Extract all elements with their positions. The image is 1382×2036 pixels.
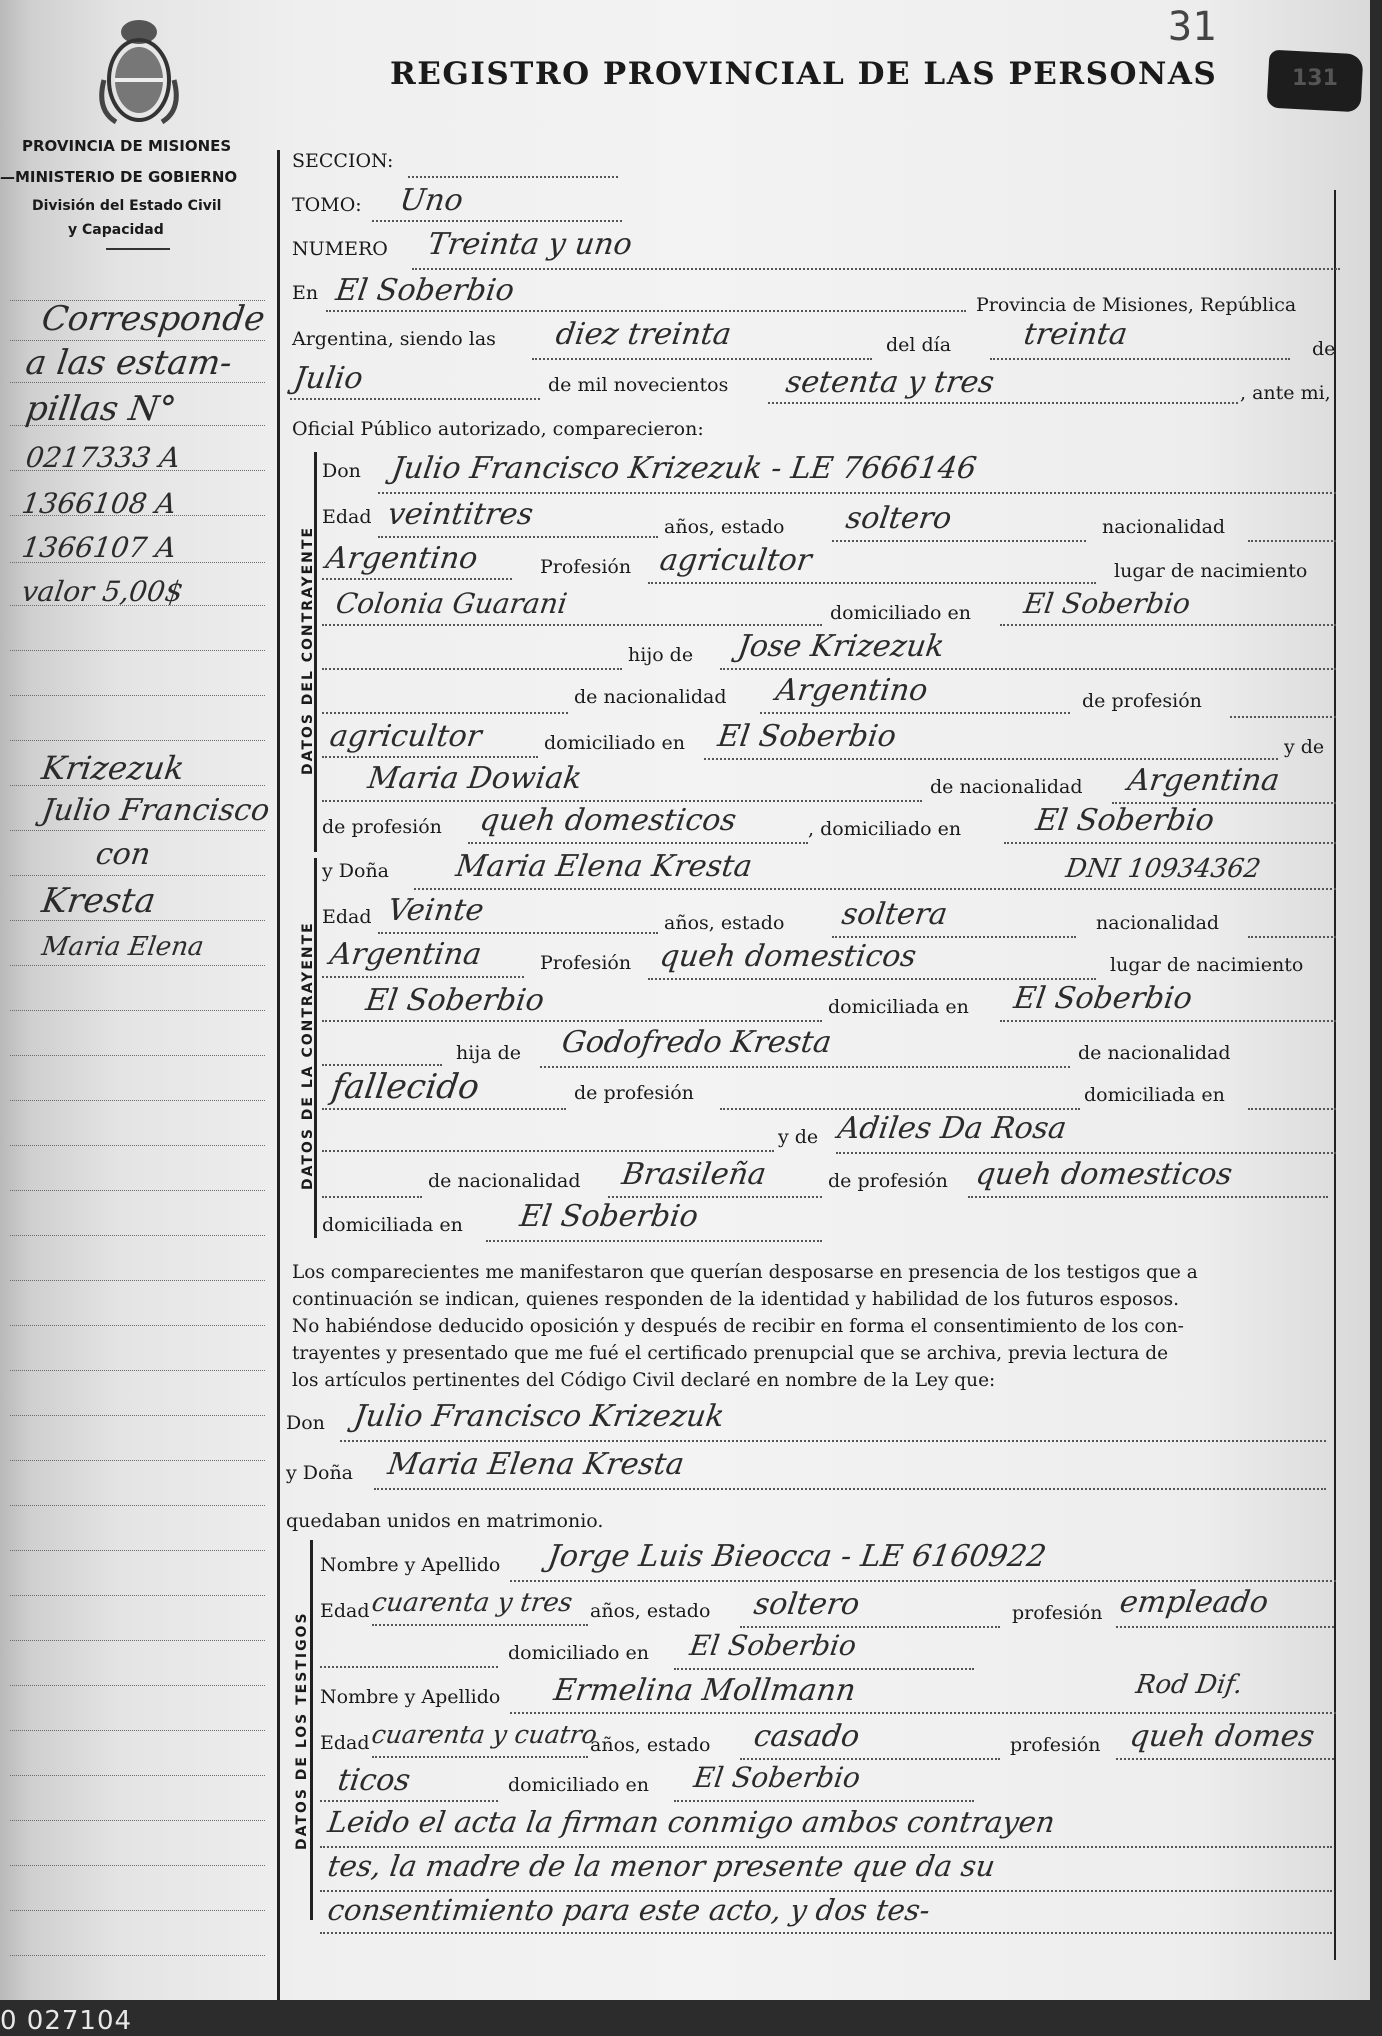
hijo-label: hijo de [628, 644, 694, 666]
padre-domicilio: El Soberbio [715, 719, 899, 754]
hora-value: diez treinta [553, 317, 734, 352]
contrayente2-section-label: DATOS DE LA CONTRAYENTE [300, 921, 316, 1190]
margin-note-6: 1366107 A [19, 531, 179, 564]
dona-label: y Doña [322, 860, 390, 882]
del-dia-label: del día [886, 334, 952, 356]
t2-edad: cuarenta y cuatro [369, 1720, 599, 1749]
decl-dona-value: Maria Elena Kresta [385, 1447, 687, 1482]
nacionalidad-label: nacionalidad [1102, 516, 1226, 538]
padre-prof-label: de profesión [1082, 690, 1202, 712]
lugar-label: lugar de nacimiento [1114, 560, 1308, 582]
madre2-domicilio: El Soberbio [517, 1199, 701, 1234]
madre2-profesion: queh domesticos [973, 1157, 1235, 1192]
seccion-label: SECCION: [292, 150, 394, 172]
testigos-bracket [310, 1540, 313, 1920]
padre2-nac-label: de nacionalidad [1078, 1042, 1231, 1064]
padre2-prof-label: de profesión [574, 1082, 694, 1104]
mes-value: Julio [291, 361, 366, 396]
province-name: PROVINCIA DE MISIONES [22, 137, 232, 155]
t2-nombre-label: Nombre y Apellido [320, 1686, 501, 1708]
t1-edad-label: Edad [320, 1600, 370, 1622]
madre-nacionalidad: Argentina [1125, 763, 1282, 798]
tomo-value: Uno [397, 183, 466, 218]
dia-value: treinta [1021, 317, 1130, 352]
numero-label: NUMERO [292, 238, 388, 260]
margin-note-1: Corresponde [39, 299, 268, 339]
margin-note-4: 0217333 A [23, 441, 183, 474]
testigos-section-label: DATOS DE LOS TESTIGOS [294, 1611, 310, 1850]
t1-edad: cuarenta y tres [369, 1588, 575, 1618]
margin-name-2: Julio Francisco [39, 793, 272, 828]
contrayente-profesion: agricultor [657, 543, 814, 578]
numero-value: Treinta y uno [425, 227, 635, 262]
t2-profesion: queh domes [1127, 1719, 1317, 1754]
en-label: En [292, 282, 319, 304]
provincia-text: Provincia de Misiones, República [976, 294, 1297, 316]
margin-name-4: Kresta [39, 881, 158, 921]
t1-profesion: empleado [1117, 1585, 1271, 1620]
t2-estado: casado [751, 1719, 862, 1754]
margin-name-1: Krizezuk [39, 749, 187, 787]
decl-don-label: Don [286, 1412, 325, 1434]
contrayente-nombre: Julio Francisco Krizezuk - LE 7666146 [389, 451, 979, 486]
madre2-nombre: Adiles Da Rosa [835, 1111, 1069, 1146]
margin-divider [277, 150, 280, 2000]
madre-nombre: Maria Dowiak [365, 761, 584, 796]
contrayente2-edad: Veinte [385, 893, 486, 928]
contrayente-edad: veintitres [385, 497, 536, 532]
padre-nombre: Jose Krizezuk [735, 629, 947, 664]
contrayente2-dni: DNI 10934362 [1063, 854, 1263, 884]
declaration-line-3: No habiéndose deducido oposición y después de recibir en forma el consentimiento de los con- [292, 1316, 1184, 1337]
decl-dona-label: y Doña [286, 1462, 354, 1484]
document-title: REGISTRO PROVINCIAL DE LAS PERSONAS [390, 56, 1218, 92]
edad-label: Edad [322, 506, 372, 528]
t1-estado: soltero [751, 1587, 862, 1622]
unidos-text: quedaban unidos en matrimonio. [286, 1510, 604, 1532]
contrayente-domicilio: El Soberbio [1021, 587, 1193, 620]
page-number: 31 [1168, 4, 1217, 50]
t2-nombre: Ermelina Mollmann [551, 1673, 858, 1708]
decl-don-value: Julio Francisco Krizezuk [351, 1399, 727, 1434]
t2-edad-label: Edad [320, 1732, 370, 1754]
t1-profesion-label: profesión [1012, 1602, 1103, 1624]
t2-profesion-cont: ticos [335, 1763, 413, 1798]
en-value: El Soberbio [333, 273, 517, 308]
contrayente2-domicilio: El Soberbio [1011, 981, 1195, 1016]
margin-note-7: valor 5,00$ [19, 575, 186, 608]
madre2-nac-label: de nacionalidad [428, 1170, 581, 1192]
declaration-line-2: continuación se indican, quienes responden de la identidad y habilidad de los futuros esposos. [292, 1289, 1179, 1310]
don-label: Don [322, 460, 361, 482]
declaration-line-4: trayentes y presentado que me fué el certificado prenupcial que se archiva, previa lectura de [292, 1343, 1169, 1364]
margin-name-5: Maria Elena [39, 932, 206, 962]
oficial-text: Oficial Público autorizado, comparecieron: [292, 418, 704, 440]
division-line-1: División del Estado Civil [32, 198, 222, 214]
t2-domicilio: El Soberbio [691, 1761, 863, 1794]
coat-of-arms-icon [96, 10, 182, 130]
contrayente2-nacionalidad: Argentina [327, 937, 484, 972]
padre-nacionalidad: Argentino [773, 673, 930, 708]
anios2-label: años, estado [664, 912, 785, 934]
domiciliado-label: domiciliado en [830, 602, 972, 624]
right-border [1334, 190, 1336, 1960]
division-line-2: y Capacidad [68, 222, 164, 238]
nacionalidad2-label: nacionalidad [1096, 912, 1220, 934]
padre-profesion: agricultor [327, 719, 484, 754]
archive-number: 0 027104 [0, 2006, 133, 2036]
padre2-dom-label: domiciliada en [1084, 1084, 1225, 1106]
t2-anios-label: años, estado [590, 1734, 711, 1756]
declaration-line-5: los artículos pertinentes del Código Civil declaré en nombre de la Ley que: [292, 1370, 996, 1391]
contrayente2-estado: soltera [839, 897, 950, 932]
profesion2-label: Profesión [540, 952, 632, 974]
anio-value: setenta y tres [783, 365, 997, 400]
edad2-label: Edad [322, 906, 372, 928]
ministry-name: —MINISTERIO DE GOBIERNO [0, 168, 238, 186]
margin-note-5: 1366108 A [19, 487, 179, 520]
de-label: de [1312, 338, 1336, 360]
madre2-dom-label: domiciliada en [322, 1214, 463, 1236]
t2-extra: Rod Dif. [1133, 1670, 1245, 1700]
t1-domicilio: El Soberbio [687, 1629, 859, 1662]
scan-edge [0, 2000, 1382, 2036]
domiciliada-label: domiciliada en [828, 996, 969, 1018]
padre2-nombre: Godofredo Kresta [559, 1025, 834, 1060]
header-divider [106, 248, 170, 250]
contrayente-section-label: DATOS DEL CONTRAYENTE [300, 525, 316, 775]
hija-label: hija de [456, 1042, 521, 1064]
madre-domicilio: El Soberbio [1033, 803, 1217, 838]
contrayente-estado: soltero [843, 501, 954, 536]
tomo-label: TOMO: [292, 194, 362, 216]
margin-name-3: con [93, 837, 153, 872]
contrayente2-nombre: Maria Elena Kresta [453, 849, 755, 884]
t2-dom-label: domiciliado en [508, 1774, 650, 1796]
madre-nac-label: de nacionalidad [930, 776, 1083, 798]
padre-dom-label: domiciliado en [544, 732, 686, 754]
madre2-nacionalidad: Brasileña [619, 1157, 769, 1192]
madre-prof-label: de profesión [322, 816, 442, 838]
argentina-text: Argentina, siendo las [292, 328, 496, 350]
closing-note-2: tes, la madre de la menor presente que da su [325, 1849, 998, 1883]
madre2-yde-label: y de [778, 1126, 819, 1148]
mil-label: de mil novecientos [548, 374, 729, 396]
contrayente2-lugar: El Soberbio [363, 983, 547, 1018]
closing-note-1: Leido el acta la firman conmigo ambos contrayen [325, 1805, 1058, 1839]
stamp-number: 131 [1292, 66, 1338, 91]
anios-label: años, estado [664, 516, 785, 538]
t1-nombre: Jorge Luis Bieocca - LE 6160922 [545, 1539, 1049, 1574]
padre2-estado: fallecido [329, 1067, 482, 1107]
t1-nombre-label: Nombre y Apellido [320, 1554, 501, 1576]
y-de-label: y de [1284, 736, 1325, 758]
t1-dom-label: domiciliado en [508, 1642, 650, 1664]
margin-note-2: a las estam- [23, 343, 235, 383]
madre2-prof-label: de profesión [828, 1170, 948, 1192]
contrayente-nacionalidad: Argentino [323, 541, 480, 576]
contrayente2-profesion: queh domesticos [657, 939, 919, 974]
margin-note-3: pillas N° [23, 389, 179, 429]
profesion-label: Profesión [540, 556, 632, 578]
declaration-line-1: Los comparecientes me manifestaron que querían desposarse en presencia de los testigos que a [292, 1262, 1198, 1283]
t1-anios-label: años, estado [590, 1600, 711, 1622]
closing-note-3: consentimiento para este acto, y dos tes- [325, 1893, 933, 1927]
lugar2-label: lugar de nacimiento [1110, 954, 1304, 976]
padre-nac-label: de nacionalidad [574, 686, 727, 708]
contrayente-lugar: Colonia Guarani [333, 587, 570, 620]
madre-profesion: queh domesticos [477, 803, 739, 838]
madre-dom-label: , domiciliado en [808, 818, 962, 840]
ante-label: , ante mi, [1240, 382, 1331, 404]
t2-profesion-label: profesión [1010, 1734, 1101, 1756]
